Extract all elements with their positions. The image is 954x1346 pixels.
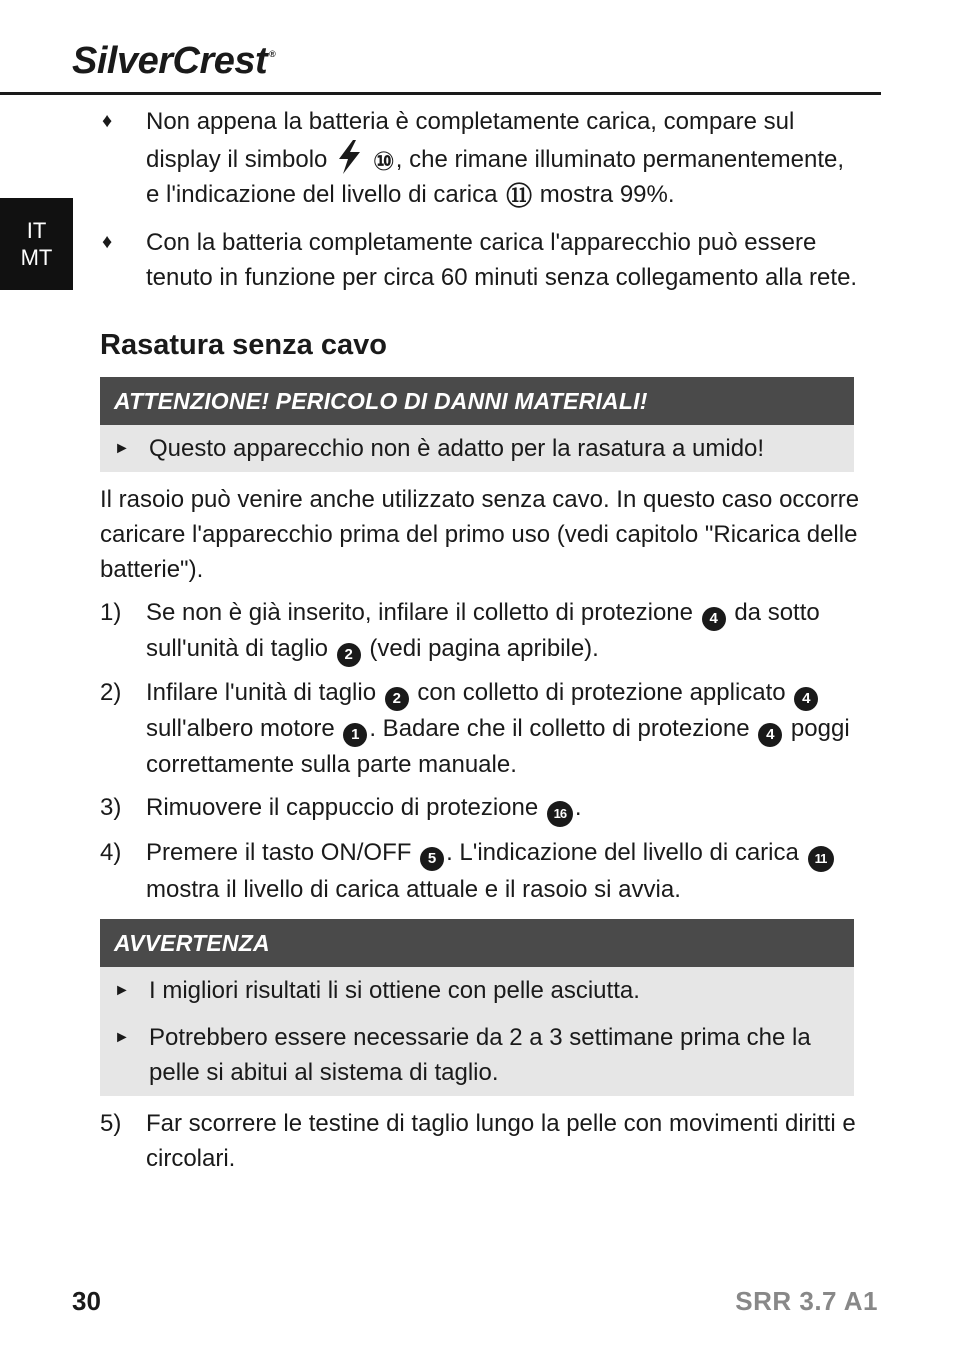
step-number: 5) (100, 1110, 122, 1137)
ref-number-10-icon: ⑩ (372, 146, 394, 176)
ref-number-icon: 1 (343, 723, 367, 747)
step-item: 4) Premere il tasto ON/OFF 5 . L'indicazione del livello di carica 11 mostra il livello di carica attuale e il rasoio si avvia. (100, 835, 860, 907)
bullet-item: ♦ Con la batteria completamente carica l'apparecchio può essere tenuto in funzione per circa 60 minuti senza collegamento alla rete. (100, 225, 860, 295)
arrow-bullet-icon: ► (114, 440, 130, 457)
notice-item: ► Potrebbero essere necessarie da 2 a 3 settimane prima che la pelle si abitui al sistema di taglio. (100, 1014, 854, 1096)
step-number: 4) (100, 839, 122, 866)
step-item: 1) Se non è già inserito, infilare il colletto di protezione 4 da sotto sull'unità di taglio 2 (vedi pagina apribile). (100, 595, 860, 667)
ref-number-icon: 4 (794, 687, 818, 711)
silvercrest-logo: SilverCrest ® (72, 40, 276, 82)
ref-number-11-icon: ⑪ (506, 181, 532, 211)
diamond-bullet-icon: ♦ (102, 231, 113, 253)
warning-heading: AVVERTENZA (100, 919, 854, 967)
ref-number-icon: 2 (385, 687, 409, 711)
step-item: 2) Infilare l'unità di taglio 2 con colletto di protezione applicato 4 sull'albero motore 1 . Badare che il colletto di protezione 4 poggi correttamente sulla parte manuale. (100, 675, 860, 782)
intro-paragraph: Il rasoio può venire anche utilizzato senza cavo. In questo caso occorre caricare l'apparecchio prima del primo uso (vedi capitolo "Ricarica delle batterie"). (100, 486, 860, 583)
language-tab (0, 198, 73, 290)
notice-item: ► Questo apparecchio non è adatto per la rasatura a umido! (100, 425, 854, 472)
step-number: 3) (100, 794, 122, 821)
caution-notice (100, 377, 854, 472)
section-title: Rasatura senza cavo (100, 329, 387, 361)
bullet-item: ♦ Non appena la batteria è completamente carica, compare sul display il simbolo ⑩, che rimane illuminato permanentemente, e l'indicazione del livello di carica ⑪ mostra 99%. (100, 104, 860, 212)
ref-number-icon: 5 (420, 847, 444, 871)
ref-number-icon: 2 (337, 643, 361, 667)
notice-item: ► I migliori risultati li si ottiene con pelle asciutta. (100, 967, 854, 1014)
model-number: SRR 3.7 A1 (735, 1286, 878, 1316)
ref-number-icon: 4 (702, 607, 726, 631)
step-number: 2) (100, 679, 122, 706)
step-item: 3) Rimuovere il cappuccio di protezione 16 . (100, 790, 860, 827)
step-number: 1) (100, 599, 122, 626)
language-code-mt: MT (20, 245, 53, 270)
ref-number-icon: 16 (547, 801, 573, 827)
ref-number-icon: 11 (808, 846, 834, 872)
language-code-it: IT (26, 218, 47, 243)
page-number: 30 (72, 1286, 101, 1316)
arrow-bullet-icon: ► (114, 982, 130, 999)
warning-notice (100, 919, 854, 1096)
step-item: 5) Far scorrere le testine di taglio lungo la pelle con movimenti diritti e circolari. (100, 1106, 860, 1176)
diamond-bullet-icon: ♦ (102, 110, 113, 132)
lightning-bolt-icon (334, 139, 364, 175)
caution-heading: ATTENZIONE! PERICOLO DI DANNI MATERIALI! (100, 377, 854, 425)
ref-number-icon: 4 (758, 723, 782, 747)
header-rule (0, 92, 881, 95)
page-content (100, 104, 860, 1184)
arrow-bullet-icon: ► (114, 1029, 130, 1046)
